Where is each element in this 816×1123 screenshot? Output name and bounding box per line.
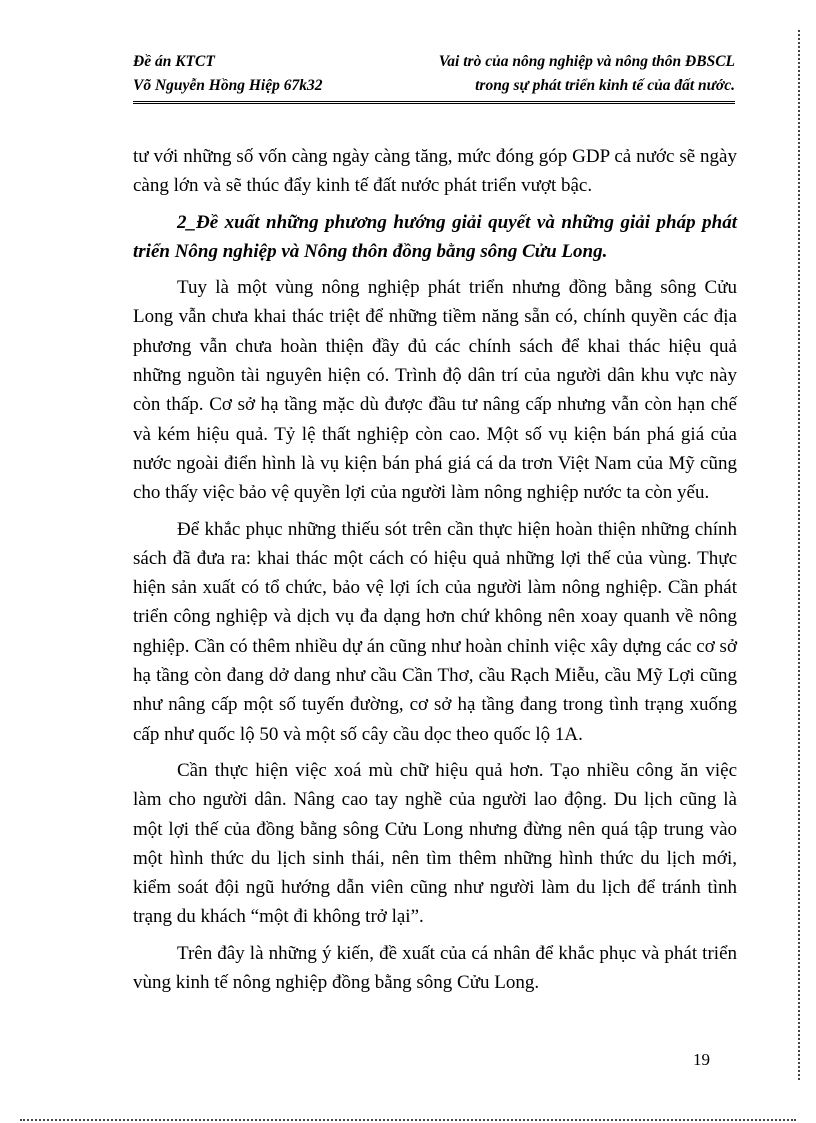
paragraph-current-situation: Tuy là một vùng nông nghiệp phát triển nhưng đồng bằng sông Cửu Long vẫn chưa khai thác triệt để những tiềm năng sẵn có, chính quyền các địa phương vẫn chưa hoàn thiện đầy đủ các chính sách để khai thác hiệu quả những nguồn tài nguyên hiện có. Trình độ dân trí của người dân khu vực này còn thấp. Cơ sở hạ tầng mặc dù được đầu tư nâng cấp nhưng vẫn còn hạn chế và kém hiệu quả. Tỷ lệ thất nghiệp còn cao. Một số vụ kiện bán phá giá của nước ngoài điển hình là vụ kiện bán phá giá cá da trơn Việt Nam của Mỹ cũng cho thấy việc bảo vệ quyền lợi của người làm nông nghiệp nước ta còn yếu. <box>133 277 737 504</box>
paragraph-education-tourism: Cần thực hiện việc xoá mù chữ hiệu quả hơn. Tạo nhiều công ăn việc làm cho người dân. Nâng cao tay nghề của người lao động. Du lịch cũng là một lợi thế của đồng bằng sông Cửu Long nhưng đừng nên quá tập trung vào một hình thức du lịch sinh thái, nên tìm thêm những hình thức du lịch mới, kiểm soát đội ngũ hướng dẫn viên cũng như người làm du lịch để tránh tình trạng du khách “một đi không trở lại”. <box>133 759 737 928</box>
paragraph-solutions: Để khắc phục những thiếu sót trên cần thực hiện hoàn thiện những chính sách đã đưa ra: khai thác một cách có hiệu quả những lợi thế của vùng. Thực hiện sản xuất có tổ chức, bảo vệ lợi ích của người làm nông nghiệp. Cần phát triển công nghiệp và dịch vụ đa dạng hơn chứ không nên xoay quanh về nông nghiệp. Cần có thêm nhiều dự án cũng như hoàn chỉnh việc xây dựng các cơ sở hạ tầng còn đang dở dang như cầu Cần Thơ, cầu Rạch Miễu, cầu Mỹ Lợi cũng như nâng cấp một số tuyến đường, cơ sở hạ tầng đang trong tình trạng xuống cấp như quốc lộ 50 và một số cây cầu dọc theo quốc lộ 1A. <box>133 518 737 745</box>
header-title-line1: Vai trò của nông nghiệp và nông thôn ĐBSCL <box>438 53 735 70</box>
header-title-line2: trong sự phát triển kinh tế của đất nước. <box>475 77 735 94</box>
header-left <box>133 50 322 98</box>
header-divider <box>133 101 735 104</box>
header-right <box>439 50 735 98</box>
page-border-right <box>798 30 800 1080</box>
document-body <box>133 142 737 1004</box>
header-document-type: Đề án KTCT <box>133 53 215 70</box>
page-header <box>133 50 735 100</box>
header-author: Võ Nguyễn Hồng Hiệp 67k32 <box>133 77 323 94</box>
paragraph-conclusion: Trên đây là những ý kiến, đề xuất của cá nhân để khắc phục và phát triển vùng kinh tế nông nghiệp đồng bằng sông Cửu Long. <box>133 942 737 994</box>
section-heading: 2_Đề xuất những phương hướng giải quyết và những giải pháp phát triển Nông nghiệp và Nông thôn đồng bằng sông Cửu Long. <box>133 211 737 262</box>
page-border-bottom <box>20 1119 796 1121</box>
page-number: 19 <box>693 1050 710 1069</box>
paragraph-continuation: tư với những số vốn càng ngày càng tăng, mức đóng góp GDP cả nước sẽ ngày càng lớn và sẽ thúc đẩy kinh tế đất nước phát triển vượt bậc. <box>133 146 737 197</box>
